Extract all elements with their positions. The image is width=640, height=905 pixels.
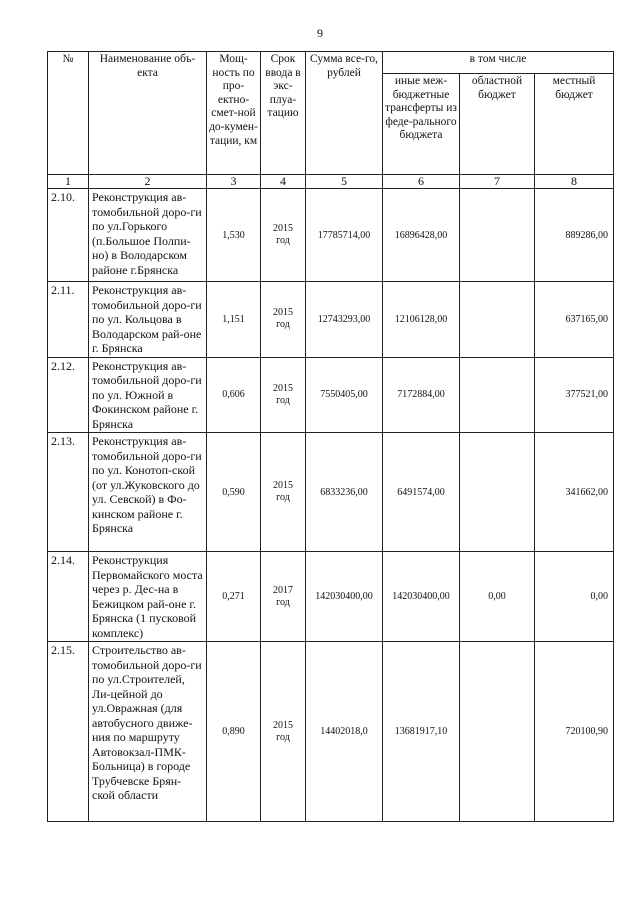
regional-value (460, 433, 535, 552)
table-row (48, 642, 614, 822)
transfers-value: 13681917,10 (383, 642, 460, 822)
header-local: местный бюджет (535, 74, 614, 175)
column-index-5: 5 (306, 175, 383, 189)
total-sum: 7550405,00 (306, 357, 383, 433)
header-capacity: Мощ-ность по про-ектно-смет-ной до-кумен-тации, км (207, 52, 261, 175)
regional-value (460, 189, 535, 282)
regional-value (460, 642, 535, 822)
column-index-2: 2 (89, 175, 207, 189)
year-value: 2015 (273, 307, 293, 319)
column-index-8: 8 (535, 175, 614, 189)
header-including: в том числе (383, 52, 614, 74)
object-name: Реконструкция ав-томобильной доро-ги по ул. Конотоп-ской (от ул.Жуковского до ул. Севской) в Фо-кинском районе г. Брянска (89, 433, 207, 552)
column-index-6: 6 (383, 175, 460, 189)
header-regional: областной бюджет (460, 74, 535, 175)
transfers-value: 142030400,00 (383, 552, 460, 642)
row-number: 2.12. (48, 357, 89, 433)
row-number: 2.15. (48, 642, 89, 822)
object-name: Реконструкция Первомайского моста через р. Дес-на в Бежицком рай-оне г. Брянска (1 пусковой комплекс) (89, 552, 207, 642)
capacity-value: 0,590 (207, 433, 261, 552)
total-sum: 142030400,00 (306, 552, 383, 642)
total-sum: 17785714,00 (306, 189, 383, 282)
object-name: Реконструкция ав-томобильной доро-ги по ул.Горького (п.Большое Полпи-но) в Володарском районе г.Брянска (89, 189, 207, 282)
commission-year (261, 642, 306, 822)
regional-value (460, 282, 535, 358)
year-value: 2015 (273, 719, 293, 731)
commission-year (261, 357, 306, 433)
header-sum: Сумма все-го, рублей (306, 52, 383, 175)
year-value: 2015 (273, 382, 293, 394)
year-value: 2015 (273, 223, 293, 234)
header-term: Срок ввода в экс-плуа-тацию (261, 52, 306, 175)
object-name: Реконструкция ав-томобильной доро-ги по ул. Кольцова в Володарском рай-оне г. Брянска (89, 282, 207, 358)
regional-value: 0,00 (460, 552, 535, 642)
year-unit: год (276, 492, 290, 503)
column-index-7: 7 (460, 175, 535, 189)
transfers-value: 6491574,00 (383, 433, 460, 552)
objects-table (47, 51, 614, 822)
row-number: 2.14. (48, 552, 89, 642)
header-other-transfers: иные меж-бюджетные трансферты из феде-рального бюджета (383, 74, 460, 175)
row-number: 2.13. (48, 433, 89, 552)
year-unit: год (276, 394, 290, 406)
year-unit: год (276, 596, 290, 608)
transfers-value: 12106128,00 (383, 282, 460, 358)
year-unit: год (276, 235, 290, 246)
total-sum: 6833236,00 (306, 433, 383, 552)
object-name: Реконструкция ав-томобильной доро-ги по ул. Южной в Фокинском районе г. Брянска (89, 357, 207, 433)
table-row (48, 357, 614, 433)
local-value: 720100,90 (535, 642, 614, 822)
header-no: № (48, 52, 89, 175)
local-value: 341662,00 (535, 433, 614, 552)
local-value: 637165,00 (535, 282, 614, 358)
commission-year (261, 433, 306, 552)
capacity-value: 0,890 (207, 642, 261, 822)
column-index-1: 1 (48, 175, 89, 189)
table-row (48, 552, 614, 642)
commission-year (261, 189, 306, 282)
page-number: 9 (317, 26, 323, 40)
object-name: Строительство ав-томобильной доро-ги по ул.Строителей, Ли-цейной до ул.Овражная (для автобусного движе-ния по маршруту Автовокзал-ПМК-Больница) в городе Трубчевске Брян-ской области (89, 642, 207, 822)
year-value: 2015 (273, 480, 293, 491)
table-row (48, 189, 614, 282)
total-sum: 14402018,0 (306, 642, 383, 822)
capacity-value: 0,606 (207, 357, 261, 433)
local-value: 889286,00 (535, 189, 614, 282)
total-sum: 12743293,00 (306, 282, 383, 358)
commission-year (261, 282, 306, 358)
year-value: 2017 (273, 584, 293, 596)
transfers-value: 16896428,00 (383, 189, 460, 282)
capacity-value: 1,151 (207, 282, 261, 358)
table-row (48, 433, 614, 552)
local-value: 0,00 (535, 552, 614, 642)
local-value: 377521,00 (535, 357, 614, 433)
row-number: 2.11. (48, 282, 89, 358)
commission-year (261, 552, 306, 642)
table-row (48, 282, 614, 358)
capacity-value: 1,530 (207, 189, 261, 282)
year-unit: год (276, 319, 290, 331)
transfers-value: 7172884,00 (383, 357, 460, 433)
row-number: 2.10. (48, 189, 89, 282)
column-index-4: 4 (261, 175, 306, 189)
year-unit: год (276, 731, 290, 743)
capacity-value: 0,271 (207, 552, 261, 642)
column-index-3: 3 (207, 175, 261, 189)
regional-value (460, 357, 535, 433)
header-name: Наименование объ-екта (89, 52, 207, 175)
